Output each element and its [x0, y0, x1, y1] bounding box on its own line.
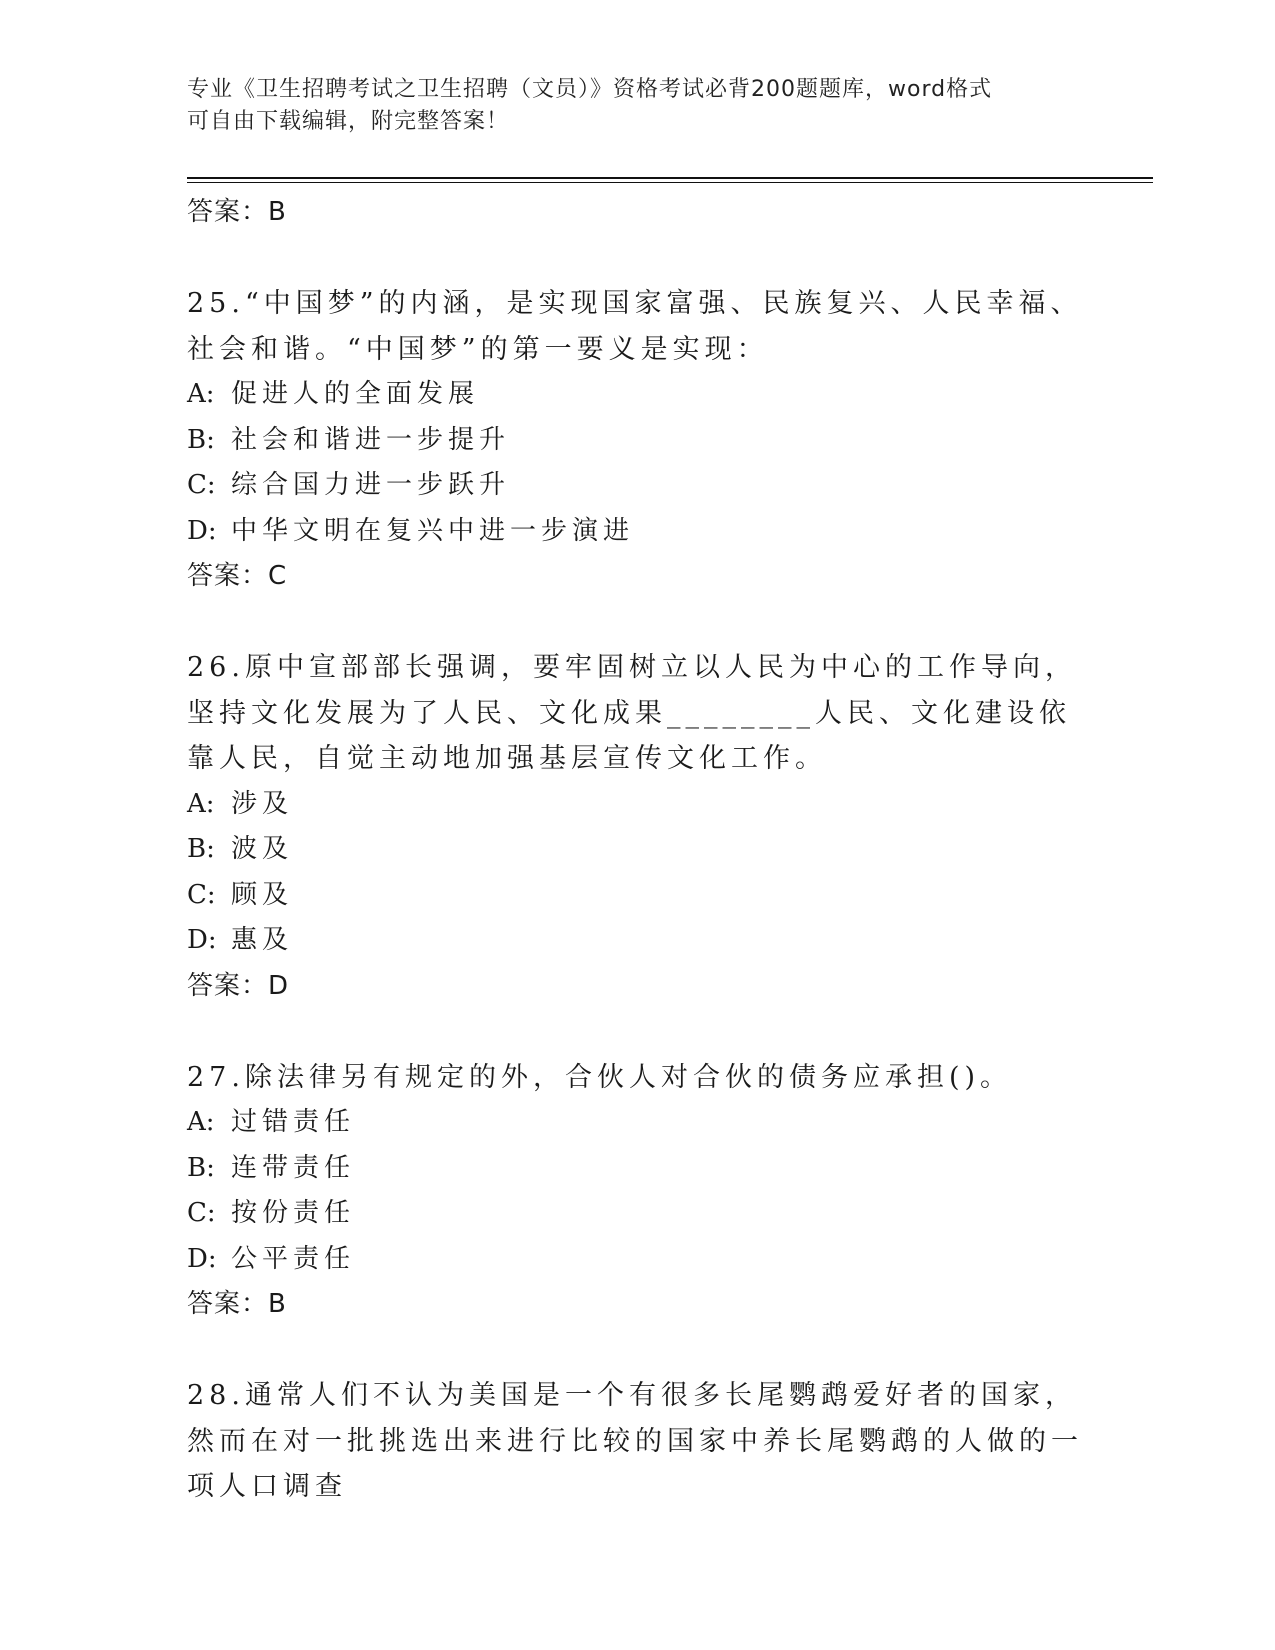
question-stem: 27.除法律另有规定的外，合伙人对合伙的债务应承担()。: [187, 1061, 1013, 1093]
option-letter: C:: [187, 470, 216, 500]
option-letter: A:: [187, 788, 215, 819]
option-letter: B:: [187, 424, 215, 455]
header-title-line-2: 可自由下载编辑，附完整答案！: [187, 109, 510, 134]
option-letter: D:: [187, 515, 217, 546]
option-d: [187, 1237, 1087, 1283]
answer-line: 答案：D: [187, 970, 290, 1001]
question-list: [187, 190, 1087, 1510]
question-25: [187, 281, 1087, 599]
option-text: 惠及: [231, 925, 294, 955]
answer-line: 答案：B: [187, 1289, 287, 1319]
option-a: [187, 1100, 1087, 1146]
spacer: [187, 1327, 1087, 1373]
spacer: [187, 599, 1087, 645]
question-stem: 26.原中宣部部长强调，要牢固树立以人民为中心的工作导向，坚持文化发展为了人民、文化成果________人民、文化建设依靠人民，自觉主动地加强基层宣传文化工作。: [187, 652, 1077, 774]
option-text: 连带责任: [231, 1152, 356, 1183]
option-b: [187, 827, 1087, 873]
option-letter: A:: [187, 1107, 215, 1137]
option-letter: B:: [187, 1152, 215, 1183]
option-letter: A:: [187, 379, 215, 409]
header-divider-thin: [187, 182, 1153, 183]
option-c: [187, 1191, 1087, 1237]
option-c: [187, 463, 1087, 509]
answer-line: 答案：C: [187, 561, 288, 591]
option-d: [187, 509, 1087, 555]
option-b: [187, 418, 1087, 464]
option-text: 综合国力进一步跃升: [231, 470, 511, 500]
page-header: [187, 74, 1087, 138]
option-text: 过错责任: [231, 1107, 356, 1137]
question-28: [187, 1373, 1087, 1510]
option-c: [187, 873, 1087, 919]
option-text: 波及: [231, 834, 294, 864]
option-text: 社会和谐进一步提升: [231, 424, 511, 455]
option-d: [187, 918, 1087, 964]
option-text: 涉及: [231, 788, 294, 819]
option-a: [187, 372, 1087, 418]
question-stem: 25.“中国梦”的内涵，是实现国家富强、民族复兴、人民幸福、社会和谐。“中国梦”的第一要义是实现：: [187, 288, 1083, 365]
option-text: 顾及: [231, 879, 294, 910]
option-letter: C:: [187, 1198, 216, 1228]
option-text: 公平责任: [231, 1243, 356, 1274]
option-text: 促进人的全面发展: [231, 379, 480, 409]
answer-line-24: 答案：B: [187, 197, 287, 227]
option-letter: B:: [187, 834, 215, 864]
question-26: [187, 645, 1087, 1009]
option-a: [187, 782, 1087, 828]
spacer: [187, 235, 1087, 281]
option-letter: D:: [187, 925, 217, 955]
option-letter: C:: [187, 879, 216, 910]
option-b: [187, 1146, 1087, 1192]
question-27: [187, 1055, 1087, 1328]
question-stem: 28.通常人们不认为美国是一个有很多长尾鹦鹉爱好者的国家，然而在对一批挑选出来进行比较的国家中养长尾鹦鹉的人做的一项人口调查: [187, 1380, 1083, 1502]
option-text: 按份责任: [231, 1198, 356, 1228]
spacer: [187, 1009, 1087, 1055]
header-divider-thick: [187, 177, 1153, 179]
header-title-line-1: 专业《卫生招聘考试之卫生招聘（文员）》资格考试必背200题题库，word格式: [187, 77, 993, 102]
option-letter: D:: [187, 1243, 217, 1274]
option-text: 中华文明在复兴中进一步演进: [231, 515, 635, 546]
